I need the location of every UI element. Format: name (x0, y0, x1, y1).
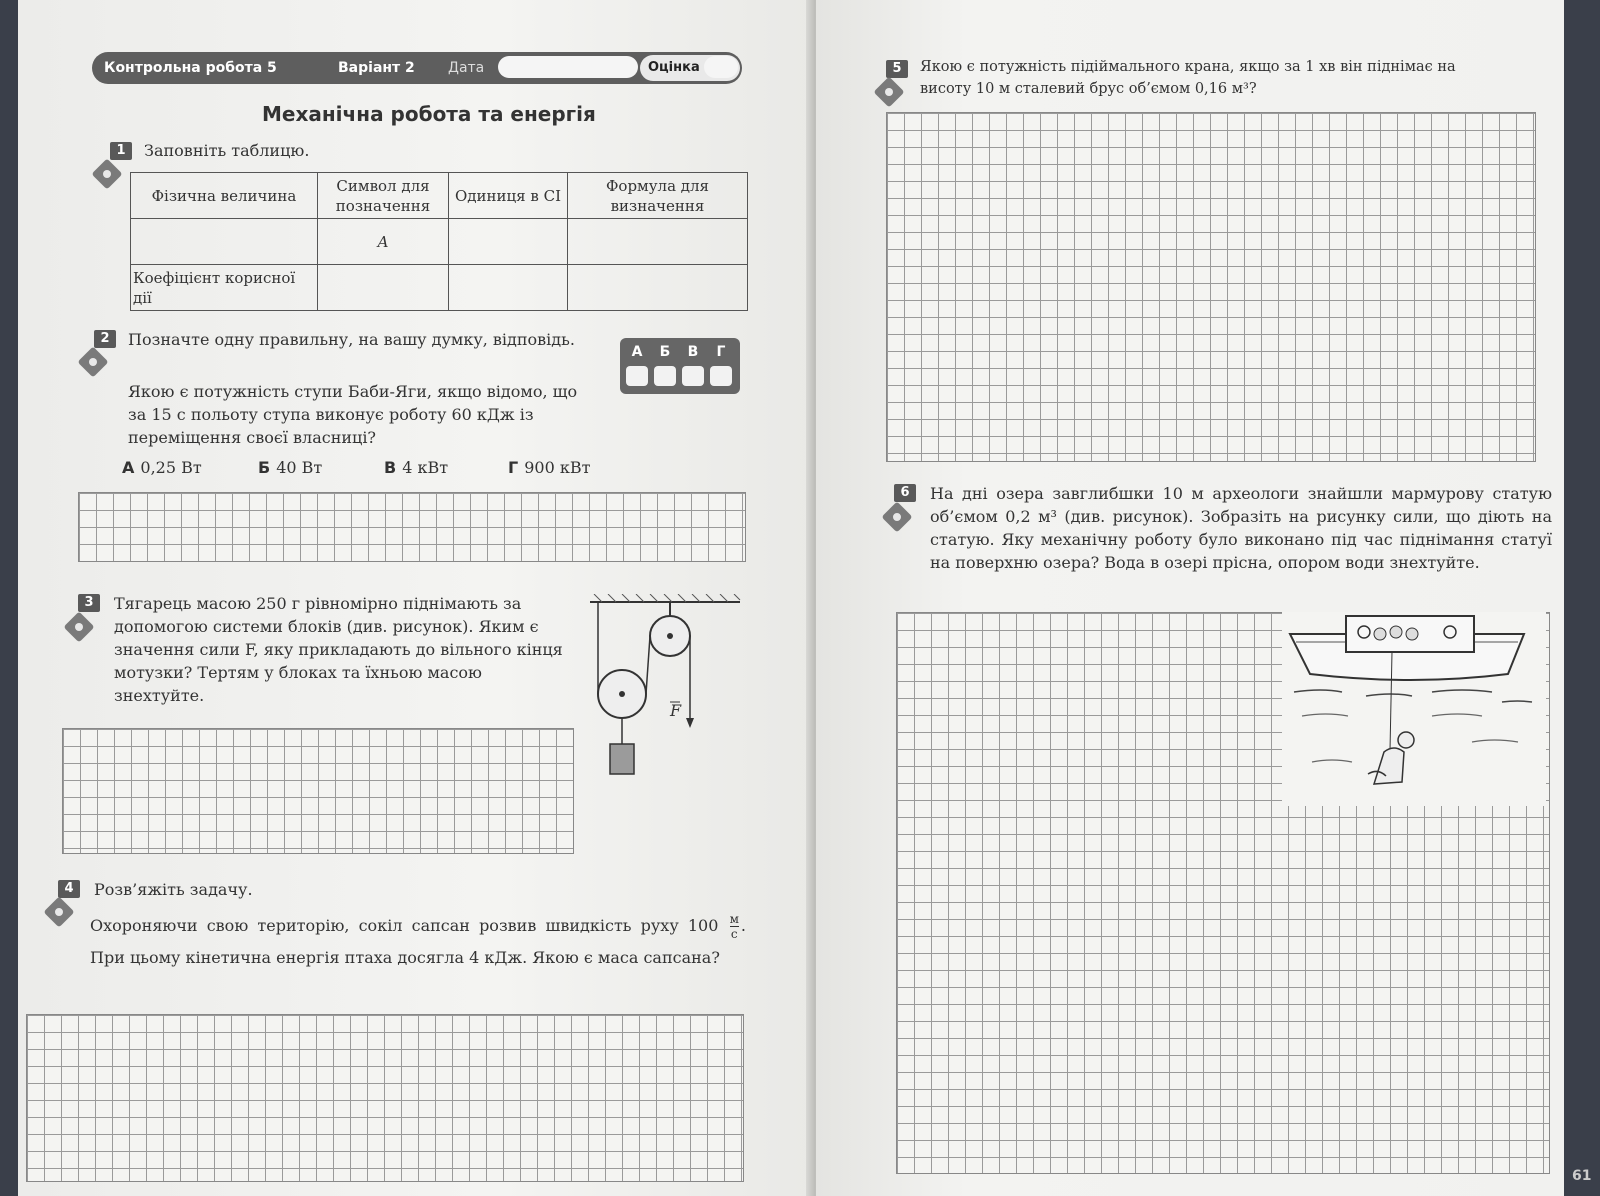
answer-checkbox-g[interactable] (710, 366, 732, 386)
variant-label: Варіант 2 (338, 60, 415, 76)
task4-text-after: . При цьому кінетична енергія птаха досягла 4 кДж. Якою є маса сапсана? (90, 916, 746, 967)
answer-letter: А (631, 344, 643, 360)
task2-answer-grid[interactable] (78, 492, 746, 562)
task1-text: Заповніть таблицю. (144, 141, 310, 160)
answer-letter: Г (716, 344, 726, 360)
task2-instruction: Позначте одну правильну, на вашу думку, відповідь. (128, 330, 575, 349)
option-v (384, 458, 448, 477)
table-header: Формула для визначення (568, 173, 748, 219)
table-cell[interactable]: A (318, 219, 449, 265)
option-value: 40 Вт (276, 458, 323, 477)
task3-text: Тягарець масою 250 г рівномірно піднімають за допомогою системи блоків (див. рисунок). Яким є значення сили F, яку прикладають до вільного кінця мотузки? Тертям у блоках та їхньою масою знехтуйте. (114, 594, 563, 705)
option-value: 0,25 Вт (140, 458, 202, 477)
table-cell[interactable]: Коефіцієнт корисної дії (131, 265, 318, 311)
option-value: 900 кВт (524, 458, 591, 477)
task5-answer-grid[interactable] (886, 112, 1536, 462)
task3-answer-grid[interactable] (62, 728, 574, 854)
date-field[interactable] (498, 56, 638, 78)
task1-table (130, 172, 748, 311)
worksheet-title: Механічна робота та енергія (262, 102, 596, 126)
table-cell[interactable] (449, 265, 568, 311)
answer-checkbox-b[interactable] (654, 366, 676, 386)
option-letter: Г (508, 458, 519, 477)
table-header: Символ для позначення (318, 173, 449, 219)
task4-answer-grid[interactable] (26, 1014, 744, 1182)
table-cell[interactable] (449, 219, 568, 265)
table-cell[interactable] (568, 265, 748, 311)
unit-numerator: м (729, 912, 739, 926)
answer-letter: Б (659, 344, 671, 360)
pulley-diagram (584, 594, 746, 784)
test-title: Контрольна робота 5 (104, 60, 277, 76)
option-b (258, 458, 322, 477)
velocity-unit (730, 912, 739, 941)
option-g (508, 458, 590, 477)
task4-instruction: Розв’яжіть задачу. (94, 880, 253, 899)
task-number-4: 4 (58, 880, 80, 898)
table-cell[interactable] (318, 265, 449, 311)
table-cell[interactable] (131, 219, 318, 265)
task-number-5: 5 (886, 60, 908, 78)
task2-question: Якою є потужність ступи Баби-Яги, якщо відомо, що за 15 с польоту ступа виконує роботу 60 кДж із переміщення своєї власниці? (128, 382, 578, 447)
table-cell[interactable] (568, 219, 748, 265)
option-a (122, 458, 202, 477)
task6-text: На дні озера завглибшки 10 м археологи знайшли мармурову статую об’ємом 0,2 м³ (див. рисунок). Зобразіть на рисунку сили, що діють на статую. Яку механічну роботу було виконано під час піднімання статуї на поверхню озера? Вода в озері прісна, опором води знехтуйте. (930, 484, 1552, 572)
answer-checkbox-v[interactable] (682, 366, 704, 386)
date-label: Дата (448, 60, 485, 76)
grade-label: Оцінка (648, 60, 700, 75)
task-number-3: 3 (78, 594, 100, 612)
task-number-6: 6 (894, 484, 916, 502)
table-header: Фізична величина (131, 173, 318, 219)
task5-text: Якою є потужність підіймального крана, якщо за 1 хв він піднімає на висоту 10 м сталевий брус об’ємом 0,16 м³? (920, 59, 1456, 97)
option-letter: Б (258, 458, 271, 477)
table-header: Одиниця в СІ (449, 173, 568, 219)
task-number-2: 2 (94, 330, 116, 348)
task-number-1: 1 (110, 142, 132, 160)
task4-text (90, 910, 746, 974)
answer-letter: В (687, 344, 699, 360)
option-value: 4 кВт (402, 458, 449, 477)
option-letter: А (122, 458, 135, 477)
grade-field[interactable] (704, 56, 738, 78)
page-number: 61 (1572, 1168, 1592, 1184)
option-letter: В (384, 458, 397, 477)
unit-denominator: с (730, 927, 738, 941)
task4-text-before: Охороняючи свою територію, сокіл сапсан розвив швидкість руху 100 (90, 916, 719, 935)
force-label: F (670, 701, 682, 720)
answer-checkbox-a[interactable] (626, 366, 648, 386)
boat-illustration (1282, 612, 1546, 806)
